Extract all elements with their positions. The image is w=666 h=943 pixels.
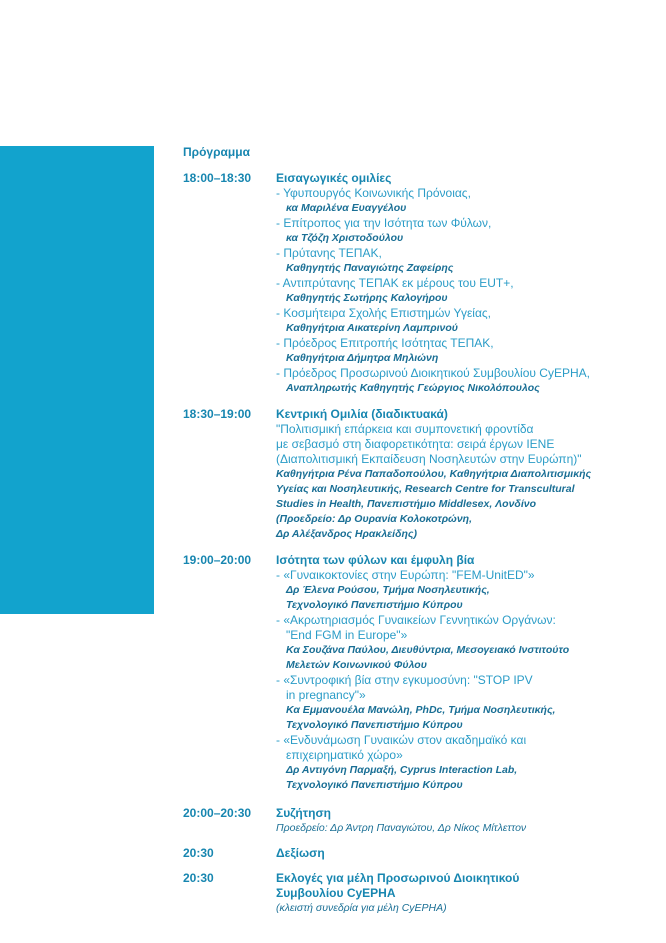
speaker-role: - Πρύτανης ΤΕΠΑΚ, <box>276 246 382 260</box>
session-title: Κεντρική Ομιλία (διαδικτυακά) <box>276 407 448 421</box>
session-title: Εκλογές για μέλη Προσωρινού Διοικητικού <box>276 871 520 885</box>
speaker-name: Τεχνολογικό Πανεπιστήμιο Κύπρου <box>286 779 463 791</box>
session-body <box>276 871 636 916</box>
speaker-name: Δρ Έλενα Ρούσου, Τμήμα Νοσηλευτικής, <box>286 584 490 596</box>
program-heading: Πρόγραμμα <box>183 145 250 159</box>
speaker-name: Καθηγήτρια Ρένα Παπαδοπούλου, Καθηγήτρια Διαπολιτισμικής <box>276 468 592 480</box>
talk-title: - «Ακρωτηριασμός Γυναικείων Γεννητικών Οργάνων: <box>276 613 556 627</box>
speaker-name: Καθηγητής Σωτήρης Καλογήρου <box>286 292 448 304</box>
speaker-name: Κα Εμμανουέλα Μανώλη, PhDc, Τμήμα Νοσηλευτικής, <box>286 704 556 716</box>
session-body <box>276 806 636 836</box>
speaker-name: Κα Σουζάνα Παύλου, Διευθύντρια, Μεσογειακό Ινστιτούτο <box>286 644 570 656</box>
session-title: Δεξίωση <box>276 846 325 860</box>
speaker-role: - Επίτροπος για την Ισότητα των Φύλων, <box>276 216 492 230</box>
chair-line: (Προεδρείο: Δρ Ουρανία Κολοκοτρώνη, <box>276 513 472 525</box>
session-title: Ισότητα των φύλων και έμφυλη βία <box>276 553 475 567</box>
session-body <box>276 407 636 542</box>
speaker-name: κα Μαριλένα Ευαγγέλου <box>286 202 407 214</box>
session-time: 19:00–20:00 <box>183 553 252 567</box>
speaker-role: - Πρόεδρος Προσωρινού Διοικητικού Συμβουλίου CyEPHA, <box>276 366 590 380</box>
speaker-name: Αναπληρωτής Καθηγητής Γεώργιος Νικολόπουλος <box>286 382 540 394</box>
speaker-name: Υγείας και Νοσηλευτικής, Research Centre for Transcultural <box>276 483 575 495</box>
talk-title: - «Συντροφική βία στην εγκυμοσύνη: "STOP IPV <box>276 673 533 687</box>
speaker-role: - Πρόεδρος Επιτροπής Ισότητας ΤΕΠΑΚ, <box>276 336 494 350</box>
session-time: 18:00–18:30 <box>183 171 252 185</box>
session-body <box>276 553 636 793</box>
speaker-role: - Αντιπρύτανης ΤΕΠΑΚ εκ μέρους του EUT+, <box>276 276 514 290</box>
talk-title: in pregnancy"» <box>286 688 366 702</box>
session-title: Συμβουλίου CyEPHA <box>276 886 396 900</box>
talk-title: "Πολιτισμική επάρκεια και συμπονετική φροντίδα <box>276 422 534 436</box>
talk-title: (Διαπολιτισμική Εκπαίδευση Νοσηλευτών στην Ευρώπη)" <box>276 452 582 466</box>
speaker-name: Δρ Αντιγόνη Παρμαξή, Cyprus Interaction Lab, <box>286 764 518 776</box>
session-body <box>276 171 636 396</box>
speaker-role: - Κοσμήτειρα Σχολής Επιστημών Υγείας, <box>276 306 492 320</box>
session-time: 20:30 <box>183 871 214 885</box>
talk-title: - «Γυναικοκτονίες στην Ευρώπη: "FEM-UnitED"» <box>276 568 535 582</box>
talk-title: - «Ενδυνάμωση Γυναικών στον ακαδημαϊκό και <box>276 733 527 747</box>
session-title: Συζήτηση <box>276 806 331 820</box>
speaker-name: Studies in Health, Πανεπιστήμιο Middlesex, Λονδίνο <box>276 498 537 510</box>
session-time: 18:30–19:00 <box>183 407 252 421</box>
speaker-name: Τεχνολογικό Πανεπιστήμιο Κύπρου <box>286 719 463 731</box>
speaker-name: Καθηγήτρια Δήμητρα Μηλιώνη <box>286 352 439 364</box>
talk-title: "End FGM in Europe"» <box>286 628 408 642</box>
speaker-name: κα Τζόζη Χριστοδούλου <box>286 232 404 244</box>
session-time: 20:30 <box>183 846 214 860</box>
speaker-name: Μελετών Κοινωνικού Φύλου <box>286 659 427 671</box>
speaker-name: Καθηγητής Παναγιώτης Ζαφείρης <box>286 262 454 274</box>
talk-title: με σεβασμό στη διαφορετικότητα: σειρά έργων IENE <box>276 437 555 451</box>
chair-line: Προεδρείο: Δρ Άντρη Παναγιώτου, Δρ Νίκος Μίτλεττον <box>276 822 527 834</box>
session-note: (κλειστή συνεδρία για μέλη CyEPHA) <box>276 902 447 914</box>
session-time: 20:00–20:30 <box>183 806 252 820</box>
talk-title: επιχειρηματικό χώρο» <box>286 748 403 762</box>
chair-line: Δρ Αλέξανδρος Ηρακλείδης) <box>276 528 418 540</box>
speaker-name: Καθηγήτρια Αικατερίνη Λαμπρινού <box>286 322 459 334</box>
side-color-band <box>0 146 154 614</box>
speaker-role: - Υφυπουργός Κοινωνικής Πρόνοιας, <box>276 186 471 200</box>
session-title: Εισαγωγικές ομιλίες <box>276 171 392 185</box>
session-body <box>276 846 636 861</box>
speaker-name: Τεχνολογικό Πανεπιστήμιο Κύπρου <box>286 599 463 611</box>
